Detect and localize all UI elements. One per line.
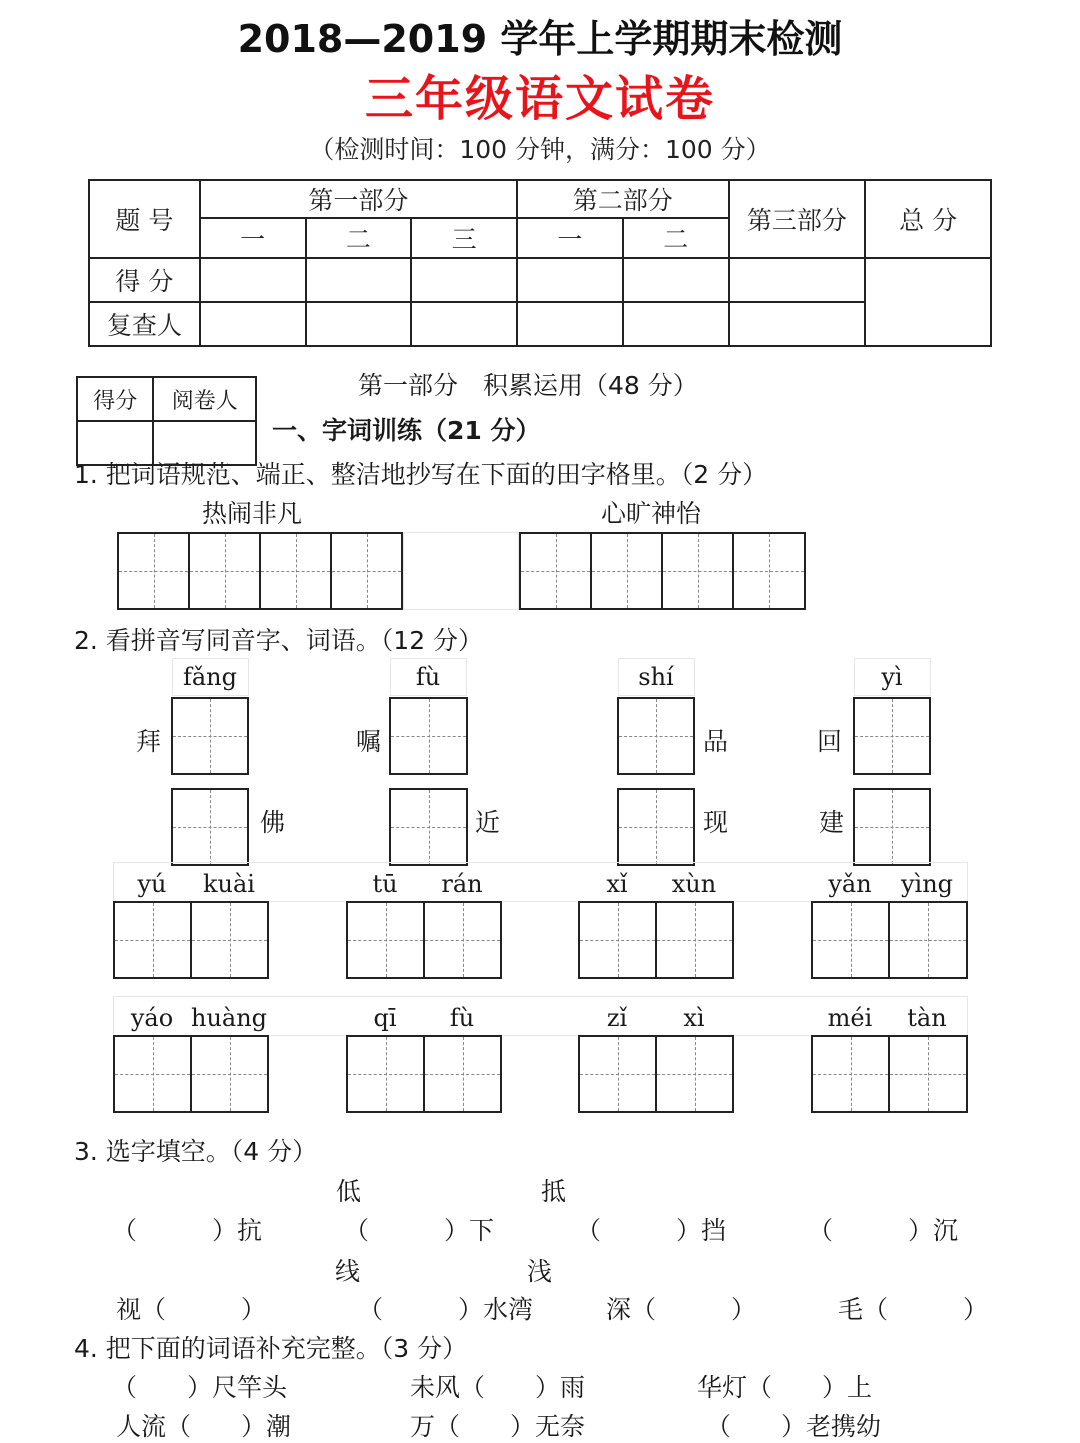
tianzige-cell[interactable] <box>617 788 695 866</box>
sub-header-5: 二 <box>623 218 729 258</box>
score-cell[interactable] <box>411 258 517 302</box>
tianzige-cell[interactable] <box>346 1035 425 1113</box>
tianzige-cell[interactable] <box>171 697 249 775</box>
pinyin-label: yú <box>137 870 167 898</box>
tianzige-cell[interactable] <box>117 532 190 610</box>
tianzige-cell[interactable] <box>578 1035 657 1113</box>
hint-char: 嘱 <box>356 727 382 756</box>
tianzige-cell[interactable] <box>888 1035 968 1113</box>
total-header: 总 分 <box>865 180 991 258</box>
pinyin-label: méi <box>827 1004 873 1032</box>
pinyin-label: fǎng <box>182 663 237 691</box>
sub-header-4: 一 <box>517 218 623 258</box>
hint-char: 回 <box>817 727 843 756</box>
tianzige-cell[interactable] <box>578 901 657 979</box>
score-cell[interactable] <box>200 258 306 302</box>
tianzige-cell[interactable] <box>389 788 468 866</box>
pinyin-label: yìng <box>900 870 954 898</box>
copy-word-2: 心旷神怡 <box>601 499 702 528</box>
tianzige-cell[interactable] <box>330 532 403 610</box>
col-label: 题 号 <box>89 180 200 258</box>
choice-char: 浅 <box>527 1257 553 1286</box>
checker-cell[interactable] <box>306 302 412 346</box>
fill-blank[interactable]: （ ）下 <box>344 1216 495 1245</box>
score-cell[interactable] <box>623 258 729 302</box>
pinyin-label: fù <box>449 1004 475 1032</box>
question-4-prompt: 4. 把下面的词语补充完整。（3 分） <box>74 1334 468 1363</box>
tianzige-cell[interactable] <box>888 901 968 979</box>
sub-header-1: 一 <box>200 218 306 258</box>
fill-blank[interactable]: （ ）挡 <box>576 1216 727 1245</box>
tianzige-cell[interactable] <box>259 532 332 610</box>
sub-heading: 一、字词训练（21 分） <box>272 416 541 445</box>
checker-cell[interactable] <box>411 302 517 346</box>
score-cell[interactable] <box>517 258 623 302</box>
fill-blank[interactable]: 深（ ） <box>606 1295 757 1324</box>
pinyin-label: xùn <box>671 870 717 898</box>
total-score-cell[interactable] <box>865 258 991 346</box>
tianzige-cell[interactable] <box>732 532 806 610</box>
fill-blank[interactable]: （ ）沉 <box>808 1216 959 1245</box>
pinyin-label: rán <box>441 870 483 898</box>
copy-word-1: 热闹非凡 <box>202 499 303 528</box>
pinyin-label: yì <box>881 663 903 691</box>
tianzige-cell[interactable] <box>190 901 269 979</box>
fill-blank[interactable]: （ ）水湾 <box>358 1295 534 1324</box>
tianzige-cell[interactable] <box>423 1035 502 1113</box>
hint-char: 建 <box>819 808 845 837</box>
tianzige-cell[interactable] <box>655 901 734 979</box>
checker-cell[interactable] <box>200 302 306 346</box>
fill-blank[interactable]: 人流（ ）潮 <box>116 1412 292 1441</box>
pinyin-label: zǐ <box>606 1004 628 1032</box>
tianzige-cell[interactable] <box>171 788 249 866</box>
score-cell[interactable] <box>729 258 866 302</box>
tianzige-cell[interactable] <box>853 697 931 775</box>
question-3-prompt: 3. 选字填空。（4 分） <box>74 1137 318 1166</box>
question-1-prompt: 1. 把词语规范、端正、整洁地抄写在下面的田字格里。（2 分） <box>74 460 768 489</box>
part1-header: 第一部分 <box>200 180 517 218</box>
fill-blank[interactable]: （ ）尺竿头 <box>112 1373 288 1402</box>
tianzige-cell[interactable] <box>853 788 931 866</box>
choice-char: 低 <box>336 1177 362 1206</box>
faint-grid <box>403 532 519 610</box>
tianzige-cell[interactable] <box>346 901 425 979</box>
exam-subtitle: 三年级语文试卷 <box>364 71 715 127</box>
tianzige-cell[interactable] <box>423 901 502 979</box>
pinyin-label: tàn <box>907 1004 947 1032</box>
question-2-prompt: 2. 看拼音写同音字、词语。（12 分） <box>74 626 484 655</box>
sub-header-2: 二 <box>306 218 412 258</box>
pinyin-label: yǎn <box>828 870 872 898</box>
pinyin-label: fù <box>415 663 441 691</box>
row-score-label: 得 分 <box>89 258 200 302</box>
hint-char: 拜 <box>136 727 162 756</box>
tianzige-cell[interactable] <box>389 697 468 775</box>
tianzige-cell[interactable] <box>190 1035 269 1113</box>
grader-reviewer-label: 阅卷人 <box>153 377 256 421</box>
fill-blank[interactable]: （ ）抗 <box>112 1216 263 1245</box>
part2-header: 第二部分 <box>517 180 729 218</box>
score-cell[interactable] <box>306 258 412 302</box>
tianzige-cell[interactable] <box>617 697 695 775</box>
part3-header: 第三部分 <box>729 180 866 258</box>
pinyin-label: qī <box>373 1004 397 1032</box>
pinyin-label: yáo <box>130 1004 174 1032</box>
tianzige-cell[interactable] <box>113 901 192 979</box>
sub-header-3: 三 <box>411 218 517 258</box>
tianzige-cell[interactable] <box>811 1035 890 1113</box>
grader-score-label: 得分 <box>77 377 153 421</box>
pinyin-label: shí <box>638 663 674 691</box>
score-table <box>88 179 992 347</box>
choice-char: 抵 <box>541 1177 567 1206</box>
grader-box <box>76 376 257 466</box>
choice-char: 线 <box>335 1257 361 1286</box>
fill-blank[interactable]: 视（ ） <box>116 1295 267 1324</box>
pinyin-label: huàng <box>191 1004 268 1032</box>
pinyin-label: kuài <box>203 870 255 898</box>
fill-blank[interactable]: 未风（ ）雨 <box>410 1373 586 1402</box>
checker-cell[interactable] <box>623 302 729 346</box>
hint-char: 佛 <box>260 808 286 837</box>
pinyin-label: xì <box>683 1004 705 1032</box>
pinyin-label: tū <box>372 870 398 898</box>
checker-cell[interactable] <box>517 302 623 346</box>
tianzige-cell[interactable] <box>113 1035 192 1113</box>
hint-char: 品 <box>703 727 729 756</box>
tianzige-cell[interactable] <box>590 532 663 610</box>
pinyin-label: xǐ <box>606 870 628 898</box>
hint-char: 现 <box>703 808 729 837</box>
row-checker-label: 复查人 <box>89 302 200 346</box>
section-heading: 第一部分 积累运用（48 分） <box>358 371 698 400</box>
fill-blank[interactable]: （ ）老携幼 <box>706 1412 882 1441</box>
fill-blank[interactable]: 万（ ）无奈 <box>410 1412 586 1441</box>
exam-info: （检测时间：100 分钟，满分：100 分） <box>309 135 771 164</box>
tianzige-cell[interactable] <box>661 532 734 610</box>
fill-blank[interactable]: 华灯（ ）上 <box>697 1373 873 1402</box>
checker-cell[interactable] <box>729 302 866 346</box>
tianzige-cell[interactable] <box>811 901 890 979</box>
tianzige-cell[interactable] <box>188 532 261 610</box>
exam-title: 2018—2019 学年上学期期末检测 <box>237 17 843 61</box>
fill-blank[interactable]: 毛（ ） <box>838 1295 989 1324</box>
tianzige-cell[interactable] <box>519 532 592 610</box>
hint-char: 近 <box>475 808 501 837</box>
tianzige-cell[interactable] <box>655 1035 734 1113</box>
